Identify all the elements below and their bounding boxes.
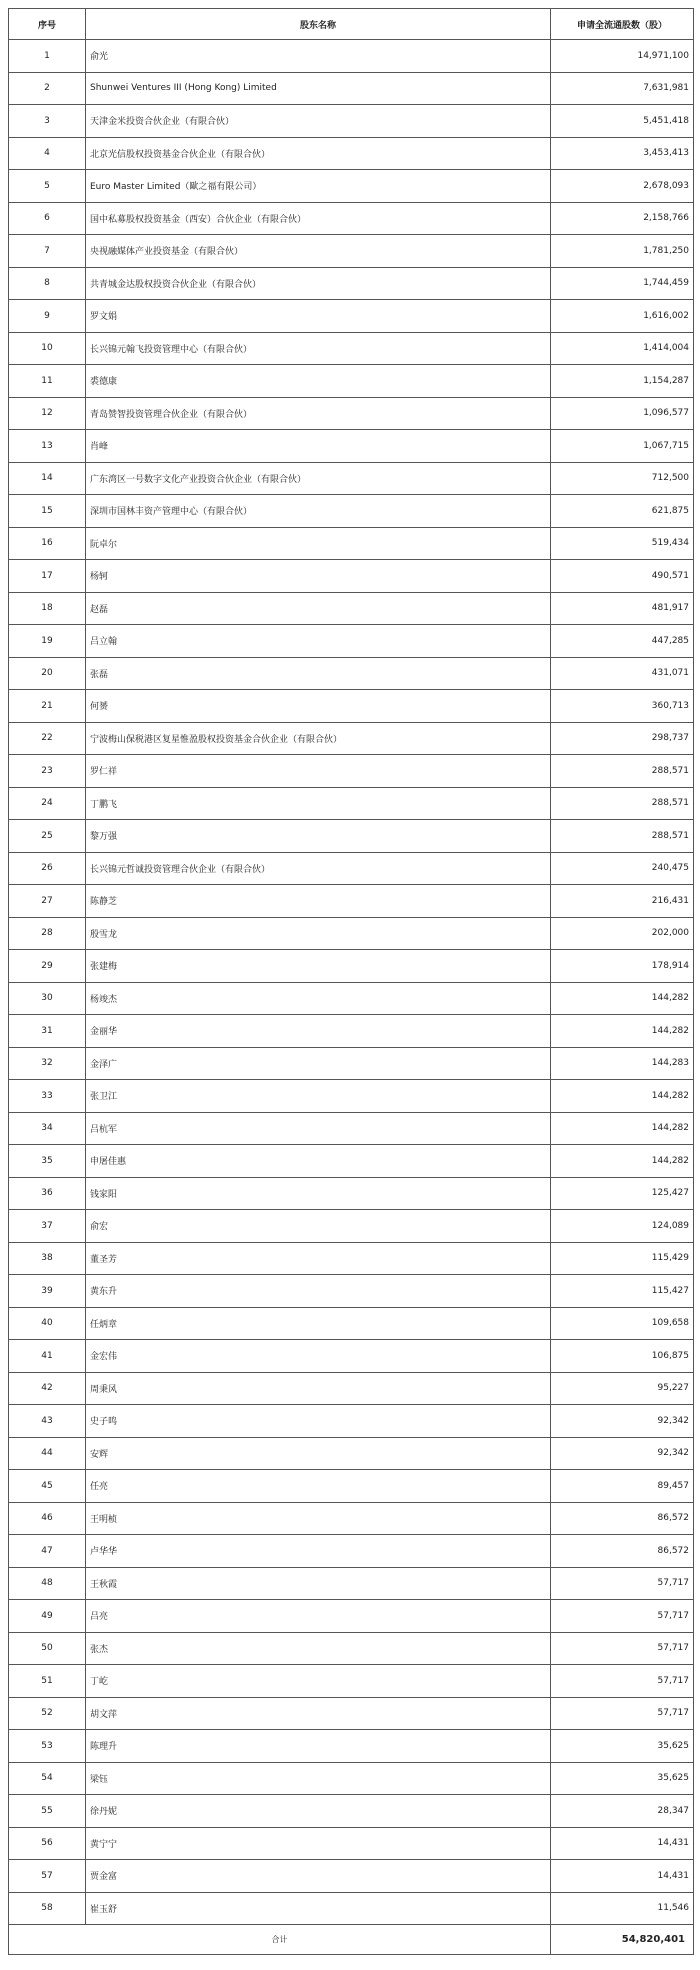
row-index: 28 bbox=[9, 917, 86, 950]
row-index: 26 bbox=[9, 852, 86, 885]
shares-value: 57,717 bbox=[551, 1697, 694, 1730]
shares-value: 89,457 bbox=[551, 1470, 694, 1503]
table-row bbox=[9, 1567, 694, 1600]
shareholder-name: 深圳市国林丰资产管理中心（有限合伙） bbox=[86, 495, 551, 528]
row-index: 53 bbox=[9, 1730, 86, 1763]
table-row bbox=[9, 1860, 694, 1893]
table-row bbox=[9, 397, 694, 430]
row-index: 52 bbox=[9, 1697, 86, 1730]
shareholder-name: 长兴锦元哲诚投资管理合伙企业（有限合伙） bbox=[86, 852, 551, 885]
shares-value: 2,678,093 bbox=[551, 170, 694, 203]
table-row bbox=[9, 1047, 694, 1080]
shareholder-name: 周秉风 bbox=[86, 1372, 551, 1405]
table-row bbox=[9, 625, 694, 658]
shareholder-name: 任亮 bbox=[86, 1470, 551, 1503]
shares-value: 1,154,287 bbox=[551, 365, 694, 398]
shareholder-name: 胡文萍 bbox=[86, 1697, 551, 1730]
shares-value: 1,096,577 bbox=[551, 397, 694, 430]
table-row bbox=[9, 1405, 694, 1438]
table-row bbox=[9, 820, 694, 853]
table-row bbox=[9, 657, 694, 690]
row-index: 50 bbox=[9, 1632, 86, 1665]
row-index: 7 bbox=[9, 235, 86, 268]
row-index: 39 bbox=[9, 1275, 86, 1308]
shareholder-name: 黎万强 bbox=[86, 820, 551, 853]
row-index: 32 bbox=[9, 1047, 86, 1080]
table-row bbox=[9, 917, 694, 950]
table-row bbox=[9, 950, 694, 983]
row-index: 47 bbox=[9, 1535, 86, 1568]
shareholder-name: 长兴锦元翰飞投资管理中心（有限合伙） bbox=[86, 332, 551, 365]
table-row bbox=[9, 235, 694, 268]
row-index: 17 bbox=[9, 560, 86, 593]
shares-value: 431,071 bbox=[551, 657, 694, 690]
row-index: 56 bbox=[9, 1827, 86, 1860]
row-index: 55 bbox=[9, 1795, 86, 1828]
shares-value: 519,434 bbox=[551, 527, 694, 560]
row-index: 43 bbox=[9, 1405, 86, 1438]
shareholder-name: 崔玉舒 bbox=[86, 1892, 551, 1925]
table-row bbox=[9, 365, 694, 398]
shareholder-name: 阮卓尔 bbox=[86, 527, 551, 560]
row-index: 24 bbox=[9, 787, 86, 820]
shares-value: 3,453,413 bbox=[551, 137, 694, 170]
table-row bbox=[9, 1600, 694, 1633]
table-row bbox=[9, 72, 694, 105]
row-index: 5 bbox=[9, 170, 86, 203]
shareholder-table-container bbox=[8, 8, 694, 1955]
table-row bbox=[9, 1437, 694, 1470]
shareholder-name: 丁屹 bbox=[86, 1665, 551, 1698]
table-row bbox=[9, 40, 694, 73]
table-row bbox=[9, 267, 694, 300]
total-label: 合计 bbox=[9, 1925, 551, 1955]
table-row bbox=[9, 1470, 694, 1503]
table-row bbox=[9, 300, 694, 333]
table-header bbox=[9, 9, 694, 40]
shares-value: 35,625 bbox=[551, 1762, 694, 1795]
table-row bbox=[9, 1080, 694, 1113]
shares-value: 115,427 bbox=[551, 1275, 694, 1308]
shareholder-name: 徐丹妮 bbox=[86, 1795, 551, 1828]
shareholder-name: 杨竣杰 bbox=[86, 982, 551, 1015]
shareholder-name: 丁鹏飞 bbox=[86, 787, 551, 820]
shares-value: 1,781,250 bbox=[551, 235, 694, 268]
table-row bbox=[9, 1145, 694, 1178]
row-index: 54 bbox=[9, 1762, 86, 1795]
shares-value: 14,971,100 bbox=[551, 40, 694, 73]
shareholder-name: 俞光 bbox=[86, 40, 551, 73]
table-row bbox=[9, 137, 694, 170]
shares-value: 144,282 bbox=[551, 982, 694, 1015]
table-row bbox=[9, 982, 694, 1015]
shareholder-name: 王明桢 bbox=[86, 1502, 551, 1535]
shareholder-name: 殷雪龙 bbox=[86, 917, 551, 950]
row-index: 31 bbox=[9, 1015, 86, 1048]
shareholder-name: 裘德康 bbox=[86, 365, 551, 398]
shareholder-name: 张磊 bbox=[86, 657, 551, 690]
row-index: 9 bbox=[9, 300, 86, 333]
table-row bbox=[9, 1275, 694, 1308]
shares-value: 86,572 bbox=[551, 1502, 694, 1535]
shareholder-name: 王秋霞 bbox=[86, 1567, 551, 1600]
table-row bbox=[9, 885, 694, 918]
table-row bbox=[9, 1502, 694, 1535]
shares-value: 28,347 bbox=[551, 1795, 694, 1828]
table-row bbox=[9, 722, 694, 755]
shareholder-name: 赵磊 bbox=[86, 592, 551, 625]
shareholder-name: 天津金米投资合伙企业（有限合伙） bbox=[86, 105, 551, 138]
row-index: 38 bbox=[9, 1242, 86, 1275]
shares-value: 7,631,981 bbox=[551, 72, 694, 105]
shares-value: 621,875 bbox=[551, 495, 694, 528]
table-row bbox=[9, 1112, 694, 1145]
shareholder-name: 黄宁宁 bbox=[86, 1827, 551, 1860]
shareholder-name: 贾金富 bbox=[86, 1860, 551, 1893]
row-index: 27 bbox=[9, 885, 86, 918]
shareholder-name: 吕杭军 bbox=[86, 1112, 551, 1145]
table-row bbox=[9, 690, 694, 723]
shareholder-name: 钱家阳 bbox=[86, 1177, 551, 1210]
shareholder-name: 宁波梅山保税港区复星惟盈股权投资基金合伙企业（有限合伙） bbox=[86, 722, 551, 755]
row-index: 2 bbox=[9, 72, 86, 105]
table-row bbox=[9, 1892, 694, 1925]
row-index: 13 bbox=[9, 430, 86, 463]
header-row bbox=[9, 9, 694, 40]
table-row bbox=[9, 1632, 694, 1665]
total-shares: 54,820,401 bbox=[551, 1925, 694, 1955]
shareholder-name: 陈静芝 bbox=[86, 885, 551, 918]
row-index: 3 bbox=[9, 105, 86, 138]
shares-value: 57,717 bbox=[551, 1600, 694, 1633]
row-index: 1 bbox=[9, 40, 86, 73]
table-footer bbox=[9, 1925, 694, 1955]
table-row bbox=[9, 170, 694, 203]
shareholder-name: 央视融媒体产业投资基金（有限合伙） bbox=[86, 235, 551, 268]
shares-value: 57,717 bbox=[551, 1665, 694, 1698]
shareholder-table bbox=[8, 8, 694, 1955]
shares-value: 35,625 bbox=[551, 1730, 694, 1763]
table-row bbox=[9, 1015, 694, 1048]
shareholder-name: 俞宏 bbox=[86, 1210, 551, 1243]
table-row bbox=[9, 1795, 694, 1828]
shareholder-name: 张卫江 bbox=[86, 1080, 551, 1113]
row-index: 41 bbox=[9, 1340, 86, 1373]
shares-value: 144,282 bbox=[551, 1015, 694, 1048]
shares-value: 125,427 bbox=[551, 1177, 694, 1210]
table-row bbox=[9, 332, 694, 365]
shareholder-name: Euro Master Limited（歐之福有限公司） bbox=[86, 170, 551, 203]
shares-value: 298,737 bbox=[551, 722, 694, 755]
table-row bbox=[9, 1762, 694, 1795]
shares-value: 144,282 bbox=[551, 1112, 694, 1145]
row-index: 35 bbox=[9, 1145, 86, 1178]
shares-value: 144,283 bbox=[551, 1047, 694, 1080]
total-row bbox=[9, 1925, 694, 1955]
shareholder-name: 共青城金达股权投资合伙企业（有限合伙） bbox=[86, 267, 551, 300]
shares-value: 490,571 bbox=[551, 560, 694, 593]
shares-value: 14,431 bbox=[551, 1860, 694, 1893]
row-index: 34 bbox=[9, 1112, 86, 1145]
table-row bbox=[9, 755, 694, 788]
column-header-shares: 申请全流通股数（股） bbox=[551, 9, 694, 40]
table-row bbox=[9, 202, 694, 235]
row-index: 8 bbox=[9, 267, 86, 300]
shareholder-name: 杨轲 bbox=[86, 560, 551, 593]
row-index: 10 bbox=[9, 332, 86, 365]
shareholder-name: 罗仁祥 bbox=[86, 755, 551, 788]
shares-value: 240,475 bbox=[551, 852, 694, 885]
row-index: 21 bbox=[9, 690, 86, 723]
row-index: 33 bbox=[9, 1080, 86, 1113]
shares-value: 106,875 bbox=[551, 1340, 694, 1373]
shares-value: 712,500 bbox=[551, 462, 694, 495]
shareholder-name: 金丽华 bbox=[86, 1015, 551, 1048]
shares-value: 92,342 bbox=[551, 1437, 694, 1470]
row-index: 23 bbox=[9, 755, 86, 788]
shares-value: 92,342 bbox=[551, 1405, 694, 1438]
row-index: 58 bbox=[9, 1892, 86, 1925]
row-index: 25 bbox=[9, 820, 86, 853]
shareholder-name: 申屠佳惠 bbox=[86, 1145, 551, 1178]
shareholder-name: 肖峰 bbox=[86, 430, 551, 463]
shares-value: 86,572 bbox=[551, 1535, 694, 1568]
row-index: 48 bbox=[9, 1567, 86, 1600]
shares-value: 124,089 bbox=[551, 1210, 694, 1243]
table-row bbox=[9, 1827, 694, 1860]
shares-value: 1,616,002 bbox=[551, 300, 694, 333]
column-header-name: 股东名称 bbox=[86, 9, 551, 40]
table-row bbox=[9, 852, 694, 885]
table-row bbox=[9, 1242, 694, 1275]
table-row bbox=[9, 105, 694, 138]
table-row bbox=[9, 462, 694, 495]
row-index: 6 bbox=[9, 202, 86, 235]
shares-value: 1,414,004 bbox=[551, 332, 694, 365]
row-index: 57 bbox=[9, 1860, 86, 1893]
row-index: 18 bbox=[9, 592, 86, 625]
row-index: 20 bbox=[9, 657, 86, 690]
shares-value: 288,571 bbox=[551, 820, 694, 853]
shares-value: 447,285 bbox=[551, 625, 694, 658]
shareholder-name: 卢华华 bbox=[86, 1535, 551, 1568]
shareholder-name: 广东湾区一号数字文化产业投资合伙企业（有限合伙） bbox=[86, 462, 551, 495]
row-index: 4 bbox=[9, 137, 86, 170]
row-index: 15 bbox=[9, 495, 86, 528]
shares-value: 115,429 bbox=[551, 1242, 694, 1275]
shares-value: 11,546 bbox=[551, 1892, 694, 1925]
shareholder-name: 史子鸣 bbox=[86, 1405, 551, 1438]
row-index: 46 bbox=[9, 1502, 86, 1535]
table-row bbox=[9, 527, 694, 560]
shareholder-name: 安辉 bbox=[86, 1437, 551, 1470]
row-index: 19 bbox=[9, 625, 86, 658]
shareholder-name: 梁钰 bbox=[86, 1762, 551, 1795]
shares-value: 5,451,418 bbox=[551, 105, 694, 138]
table-row bbox=[9, 495, 694, 528]
shares-value: 288,571 bbox=[551, 787, 694, 820]
shares-value: 95,227 bbox=[551, 1372, 694, 1405]
table-row bbox=[9, 1697, 694, 1730]
shareholder-name: 金宏伟 bbox=[86, 1340, 551, 1373]
row-index: 37 bbox=[9, 1210, 86, 1243]
row-index: 22 bbox=[9, 722, 86, 755]
shares-value: 1,744,459 bbox=[551, 267, 694, 300]
table-row bbox=[9, 1372, 694, 1405]
table-row bbox=[9, 1177, 694, 1210]
shares-value: 1,067,715 bbox=[551, 430, 694, 463]
shares-value: 202,000 bbox=[551, 917, 694, 950]
table-row bbox=[9, 1535, 694, 1568]
shareholder-name: Shunwei Ventures III (Hong Kong) Limited bbox=[86, 72, 551, 105]
table-row bbox=[9, 1340, 694, 1373]
shareholder-name: 青岛赞智投资管理合伙企业（有限合伙） bbox=[86, 397, 551, 430]
shareholder-name: 黄东升 bbox=[86, 1275, 551, 1308]
shares-value: 144,282 bbox=[551, 1145, 694, 1178]
row-index: 14 bbox=[9, 462, 86, 495]
shareholder-name: 张建梅 bbox=[86, 950, 551, 983]
row-index: 45 bbox=[9, 1470, 86, 1503]
shares-value: 481,917 bbox=[551, 592, 694, 625]
shares-value: 360,713 bbox=[551, 690, 694, 723]
shareholder-name: 北京光信股权投资基金合伙企业（有限合伙） bbox=[86, 137, 551, 170]
shares-value: 216,431 bbox=[551, 885, 694, 918]
table-row bbox=[9, 592, 694, 625]
table-row bbox=[9, 1665, 694, 1698]
table-body bbox=[9, 40, 694, 1925]
shareholder-name: 董圣芳 bbox=[86, 1242, 551, 1275]
shareholder-name: 罗文娟 bbox=[86, 300, 551, 333]
shares-value: 57,717 bbox=[551, 1567, 694, 1600]
row-index: 16 bbox=[9, 527, 86, 560]
table-row bbox=[9, 787, 694, 820]
shares-value: 57,717 bbox=[551, 1632, 694, 1665]
shareholder-name: 张杰 bbox=[86, 1632, 551, 1665]
shareholder-name: 金泽广 bbox=[86, 1047, 551, 1080]
table-row bbox=[9, 1307, 694, 1340]
row-index: 30 bbox=[9, 982, 86, 1015]
shares-value: 288,571 bbox=[551, 755, 694, 788]
shareholder-name: 陈理升 bbox=[86, 1730, 551, 1763]
shareholder-name: 任炳章 bbox=[86, 1307, 551, 1340]
shares-value: 2,158,766 bbox=[551, 202, 694, 235]
row-index: 42 bbox=[9, 1372, 86, 1405]
row-index: 40 bbox=[9, 1307, 86, 1340]
shares-value: 144,282 bbox=[551, 1080, 694, 1113]
shareholder-name: 吕亮 bbox=[86, 1600, 551, 1633]
shares-value: 178,914 bbox=[551, 950, 694, 983]
shareholder-name: 国中私募股权投资基金（西安）合伙企业（有限合伙） bbox=[86, 202, 551, 235]
table-row bbox=[9, 1210, 694, 1243]
row-index: 11 bbox=[9, 365, 86, 398]
table-row bbox=[9, 430, 694, 463]
shareholder-name: 吕立翰 bbox=[86, 625, 551, 658]
row-index: 29 bbox=[9, 950, 86, 983]
shares-value: 109,658 bbox=[551, 1307, 694, 1340]
column-header-index: 序号 bbox=[9, 9, 86, 40]
row-index: 12 bbox=[9, 397, 86, 430]
row-index: 44 bbox=[9, 1437, 86, 1470]
row-index: 36 bbox=[9, 1177, 86, 1210]
shares-value: 14,431 bbox=[551, 1827, 694, 1860]
row-index: 49 bbox=[9, 1600, 86, 1633]
table-row bbox=[9, 560, 694, 593]
row-index: 51 bbox=[9, 1665, 86, 1698]
shareholder-name: 何赟 bbox=[86, 690, 551, 723]
table-row bbox=[9, 1730, 694, 1763]
